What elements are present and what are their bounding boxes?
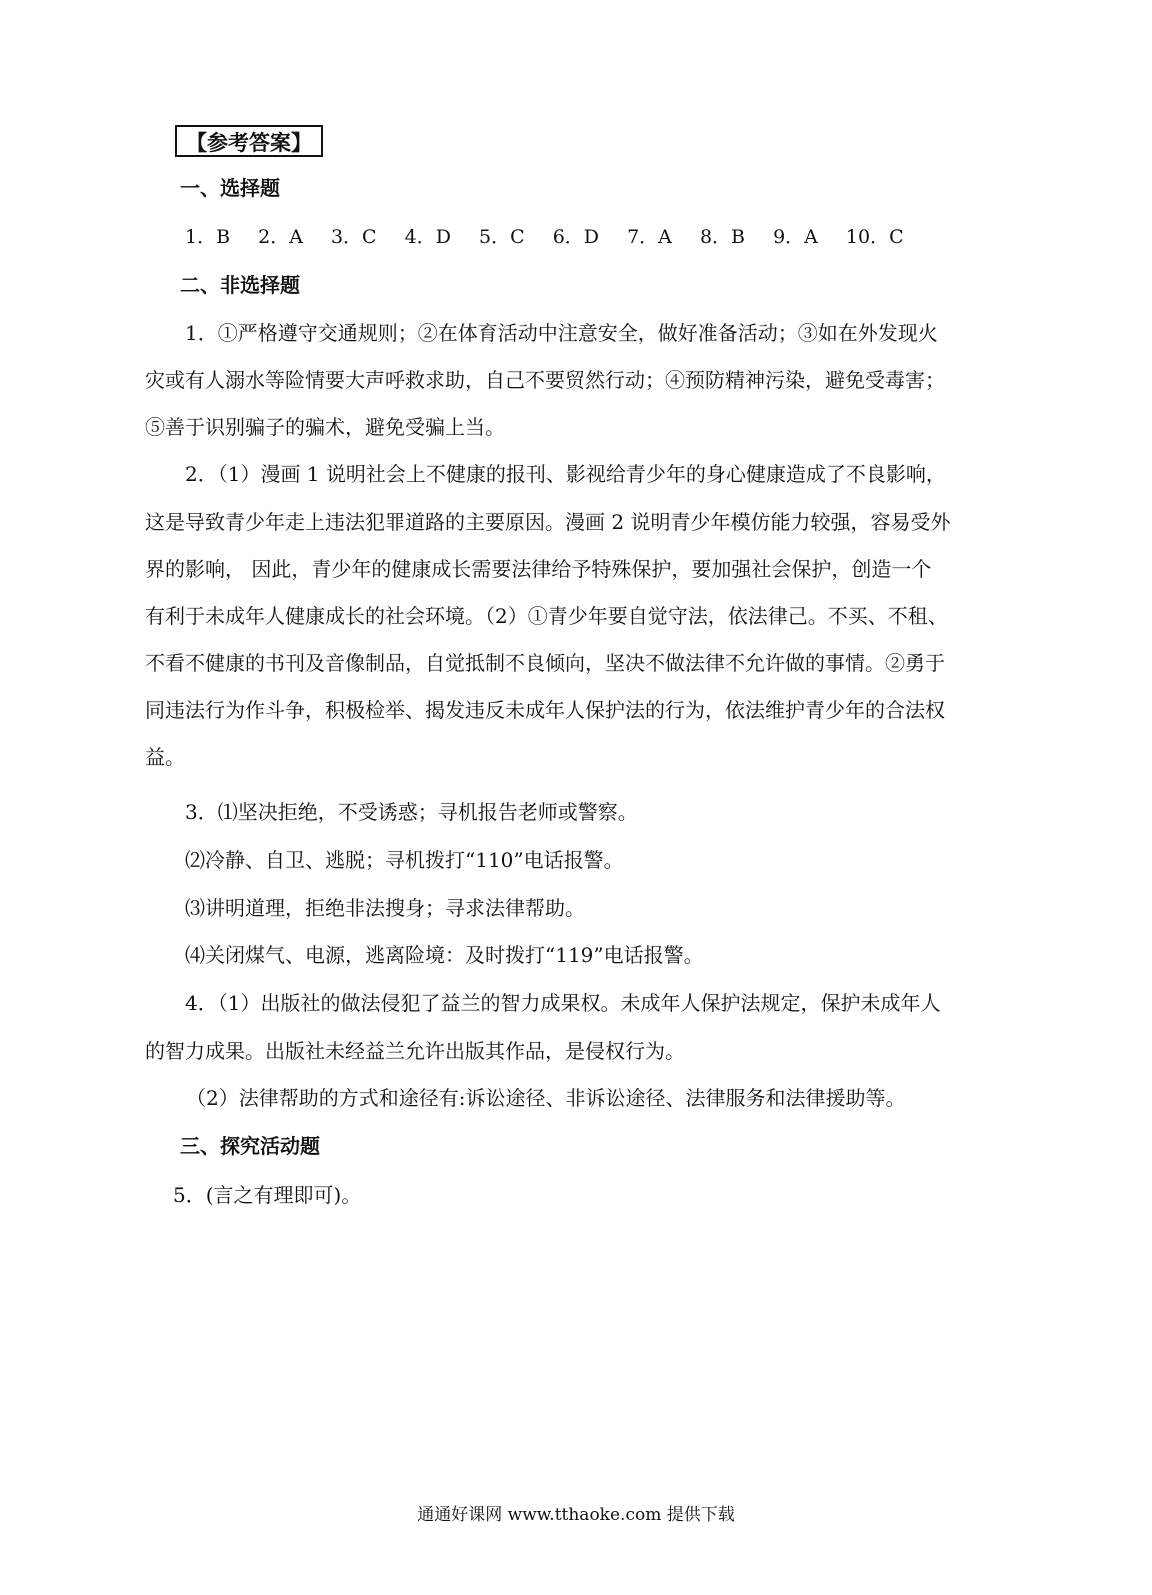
answer-4-line-1: 4．（1）出版社的做法侵犯了益兰的智力成果权。未成年人保护法规定，保护未成年人 — [185, 991, 941, 1015]
answer-2-line-2: 这是导致青少年走上违法犯罪道路的主要原因。漫画 2 说明青少年模仿能力较强，容易受外 — [145, 510, 951, 534]
answer-3-line-1: 3．⑴坚决拒绝，不受诱惑；寻机报告老师或警察。 — [185, 800, 638, 824]
section-2-heading: 二、非选择题 — [180, 273, 300, 297]
answer-2-line-7: 益。 — [145, 745, 185, 769]
choice-answer-2: 2．A — [258, 226, 303, 248]
answer-1-line-3: ⑤善于识别骗子的骗术，避免受骗上当。 — [145, 415, 505, 439]
choice-answer-10: 10．C — [845, 226, 904, 248]
section-1-heading: 一、选择题 — [180, 176, 280, 200]
answer-1-line-2: 灾或有人溺水等险情要大声呼救求助，自己不要贸然行动；④预防精神污染，避免受毒害； — [145, 368, 945, 392]
answer-key-title: 【参考答案】 — [175, 125, 323, 157]
answer-2-line-6: 同违法行为作斗争，积极检举、揭发违反未成年人保护法的行为，依法维护青少年的合法权 — [145, 698, 945, 722]
answer-2-line-1: 2．（1）漫画 1 说明社会上不健康的报刊、影视给青少年的身心健康造成了不良影响， — [185, 462, 946, 486]
answer-2-line-4: 有利于未成年人健康成长的社会环境。（2）①青少年要自觉守法，依法律己。不买、不租、 — [145, 604, 948, 628]
answer-3-line-3: ⑶讲明道理，拒绝非法搜身；寻求法律帮助。 — [185, 896, 585, 920]
answer-2-line-3: 界的影响， 因此，青少年的健康成长需要法律给予特殊保护，要加强社会保护，创造一个 — [145, 557, 932, 581]
section-3-heading: 三、探究活动题 — [180, 1134, 320, 1158]
choice-answer-7: 7．A — [627, 226, 672, 248]
choice-answer-5: 5．C — [479, 226, 525, 248]
choice-answer-9: 9．A — [773, 226, 818, 248]
choice-answers-row — [185, 222, 904, 252]
choice-answer-4: 4．D — [404, 226, 451, 248]
answer-4-line-3: （2）法律帮助的方式和途径有:诉讼途径、非诉讼途径、法律服务和法律援助等。 — [186, 1086, 906, 1110]
answer-4-line-2: 的智力成果。出版社未经益兰允许出版其作品，是侵权行为。 — [145, 1039, 685, 1063]
answer-3-line-4: ⑷关闭煤气、电源，逃离险境：及时拨打“119”电话报警。 — [185, 943, 704, 967]
answer-2-line-5: 不看不健康的书刊及音像制品，自觉抵制不良倾向，坚决不做法律不允许做的事情。②勇于 — [145, 651, 945, 675]
answer-3-line-2: ⑵冷静、自卫、逃脱；寻机拨打“110”电话报警。 — [185, 848, 624, 872]
answer-1-line-1: 1．①严格遵守交通规则；②在体育活动中注意安全，做好准备活动；③如在外发现火 — [185, 321, 938, 345]
choice-answer-8: 8．B — [699, 226, 746, 248]
page-footer: 通通好课网 www.tthaoke.com 提供下载 — [417, 1505, 735, 1525]
choice-answer-3: 3．C — [330, 226, 377, 248]
choice-answer-1: 1．B — [185, 226, 231, 248]
choice-answer-6: 6．D — [552, 226, 600, 248]
answer-5-line: 5．(言之有理即可)。 — [173, 1183, 362, 1207]
